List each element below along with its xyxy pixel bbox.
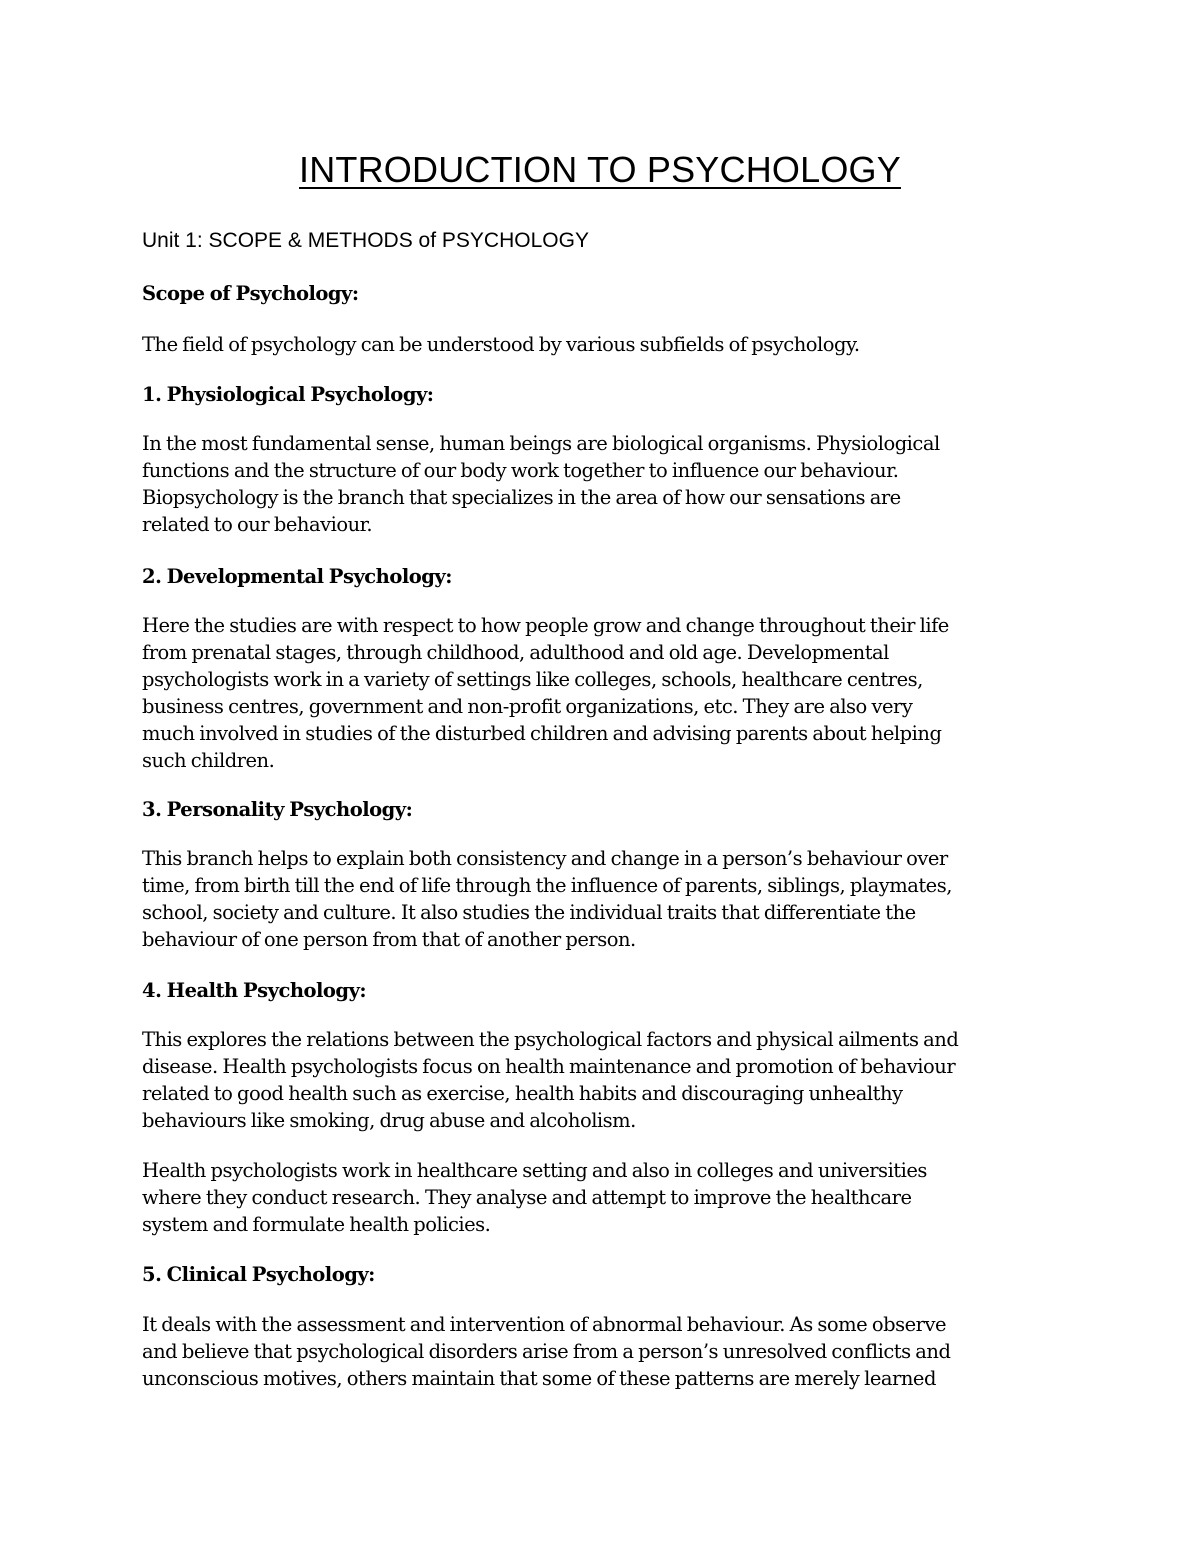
paragraph-line: and believe that psychological disorders arise from a person’s unresolved conflicts and — [142, 1340, 951, 1363]
paragraph-line: disease. Health psychologists focus on health maintenance and promotion of behaviour — [142, 1055, 956, 1078]
paragraph-line: This explores the relations between the psychological factors and physical ailments and — [142, 1028, 959, 1051]
paragraph-line: where they conduct research. They analyse and attempt to improve the healthcare — [142, 1186, 912, 1209]
section-paragraph-health-2 — [142, 1157, 1062, 1238]
paragraph-line: business centres, government and non-profit organizations, etc. They are also very — [142, 695, 913, 718]
section-heading-physiological: 1. Physiological Psychology: — [142, 383, 434, 406]
paragraph-line: behaviours like smoking, drug abuse and alcoholism. — [142, 1109, 636, 1132]
paragraph-line: much involved in studies of the disturbed children and advising parents about helping — [142, 722, 942, 745]
intro-paragraph: The field of psychology can be understood by various subfields of psychology. — [142, 333, 860, 356]
section-paragraph-clinical — [142, 1311, 1062, 1392]
section-heading-health: 4. Health Psychology: — [142, 979, 367, 1002]
paragraph-line: school, society and culture. It also studies the individual traits that differentiate the — [142, 901, 916, 924]
section-heading-personality: 3. Personality Psychology: — [142, 798, 413, 821]
paragraph-line: Biopsychology is the branch that specializes in the area of how our sensations are — [142, 486, 901, 509]
paragraph-line: This branch helps to explain both consistency and change in a person’s behaviour over — [142, 847, 948, 870]
section-heading-developmental: 2. Developmental Psychology: — [142, 565, 452, 588]
unit-heading: Unit 1: SCOPE & METHODS of PSYCHOLOGY — [142, 229, 589, 252]
section-paragraph-physiological — [142, 430, 1062, 538]
paragraph-line: psychologists work in a variety of settings like colleges, schools, healthcare centres, — [142, 668, 923, 691]
scope-heading: Scope of Psychology: — [142, 282, 359, 305]
section-paragraph-developmental — [142, 612, 1062, 774]
paragraph-line: time, from birth till the end of life through the influence of parents, siblings, playmates, — [142, 874, 952, 897]
section-heading-clinical: 5. Clinical Psychology: — [142, 1263, 375, 1286]
paragraph-line: related to good health such as exercise, health habits and discouraging unhealthy — [142, 1082, 903, 1105]
paragraph-line: system and formulate health policies. — [142, 1213, 491, 1236]
section-paragraph-personality — [142, 845, 1062, 953]
paragraph-line: related to our behaviour. — [142, 513, 373, 536]
section-paragraph-health — [142, 1026, 1062, 1134]
paragraph-line: functions and the structure of our body work together to influence our behaviour. — [142, 459, 899, 482]
paragraph-line: It deals with the assessment and intervention of abnormal behaviour. As some observe — [142, 1313, 947, 1336]
paragraph-line: from prenatal stages, through childhood, adulthood and old age. Developmental — [142, 641, 889, 664]
paragraph-line: behaviour of one person from that of another person. — [142, 928, 636, 951]
paragraph-line: such children. — [142, 749, 275, 772]
paragraph-line: Here the studies are with respect to how people grow and change throughout their life — [142, 614, 949, 637]
document-title: INTRODUCTION TO PSYCHOLOGY — [299, 149, 901, 190]
paragraph-line: unconscious motives, others maintain that some of these patterns are merely learned — [142, 1367, 936, 1390]
paragraph-line: In the most fundamental sense, human beings are biological organisms. Physiological — [142, 432, 940, 455]
paragraph-line: Health psychologists work in healthcare setting and also in colleges and universities — [142, 1159, 927, 1182]
